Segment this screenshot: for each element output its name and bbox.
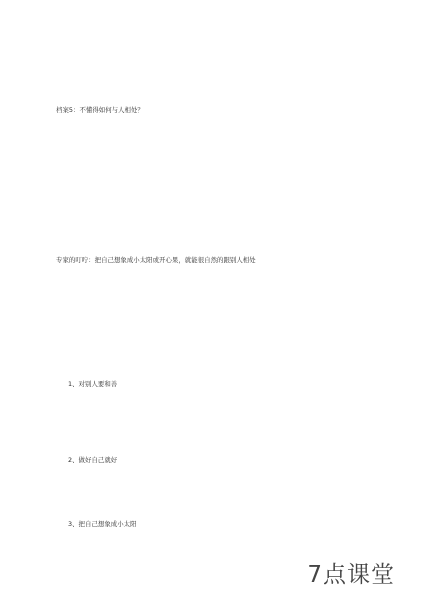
paragraph-3 xyxy=(56,266,374,338)
paragraph-1 xyxy=(56,16,374,100)
paragraph-11 xyxy=(56,566,306,578)
paragraph-4 xyxy=(56,338,374,362)
subsection-title-1: 1、对别人要和善 xyxy=(68,380,118,388)
section-title-expert-advice: 专家的叮咛：把自己想象成小太阳或开心果，就能很自然的跟别人相处 xyxy=(56,256,256,264)
subsection-title-3: 3、把自己想象成小太阳 xyxy=(68,520,137,528)
section-title-case-5: 档案5：不懂得如何与人相处？ xyxy=(56,106,144,114)
watermark-logo: 7点课堂 xyxy=(307,562,395,588)
subsection-title-2: 2、做好自己就好 xyxy=(68,456,118,464)
paragraph-7 xyxy=(56,466,374,514)
paragraph-9 xyxy=(56,542,374,554)
paragraph-5 xyxy=(56,390,374,402)
paragraph-2 xyxy=(56,116,374,250)
paragraph-6 xyxy=(56,402,374,450)
paragraph-8 xyxy=(56,530,374,542)
